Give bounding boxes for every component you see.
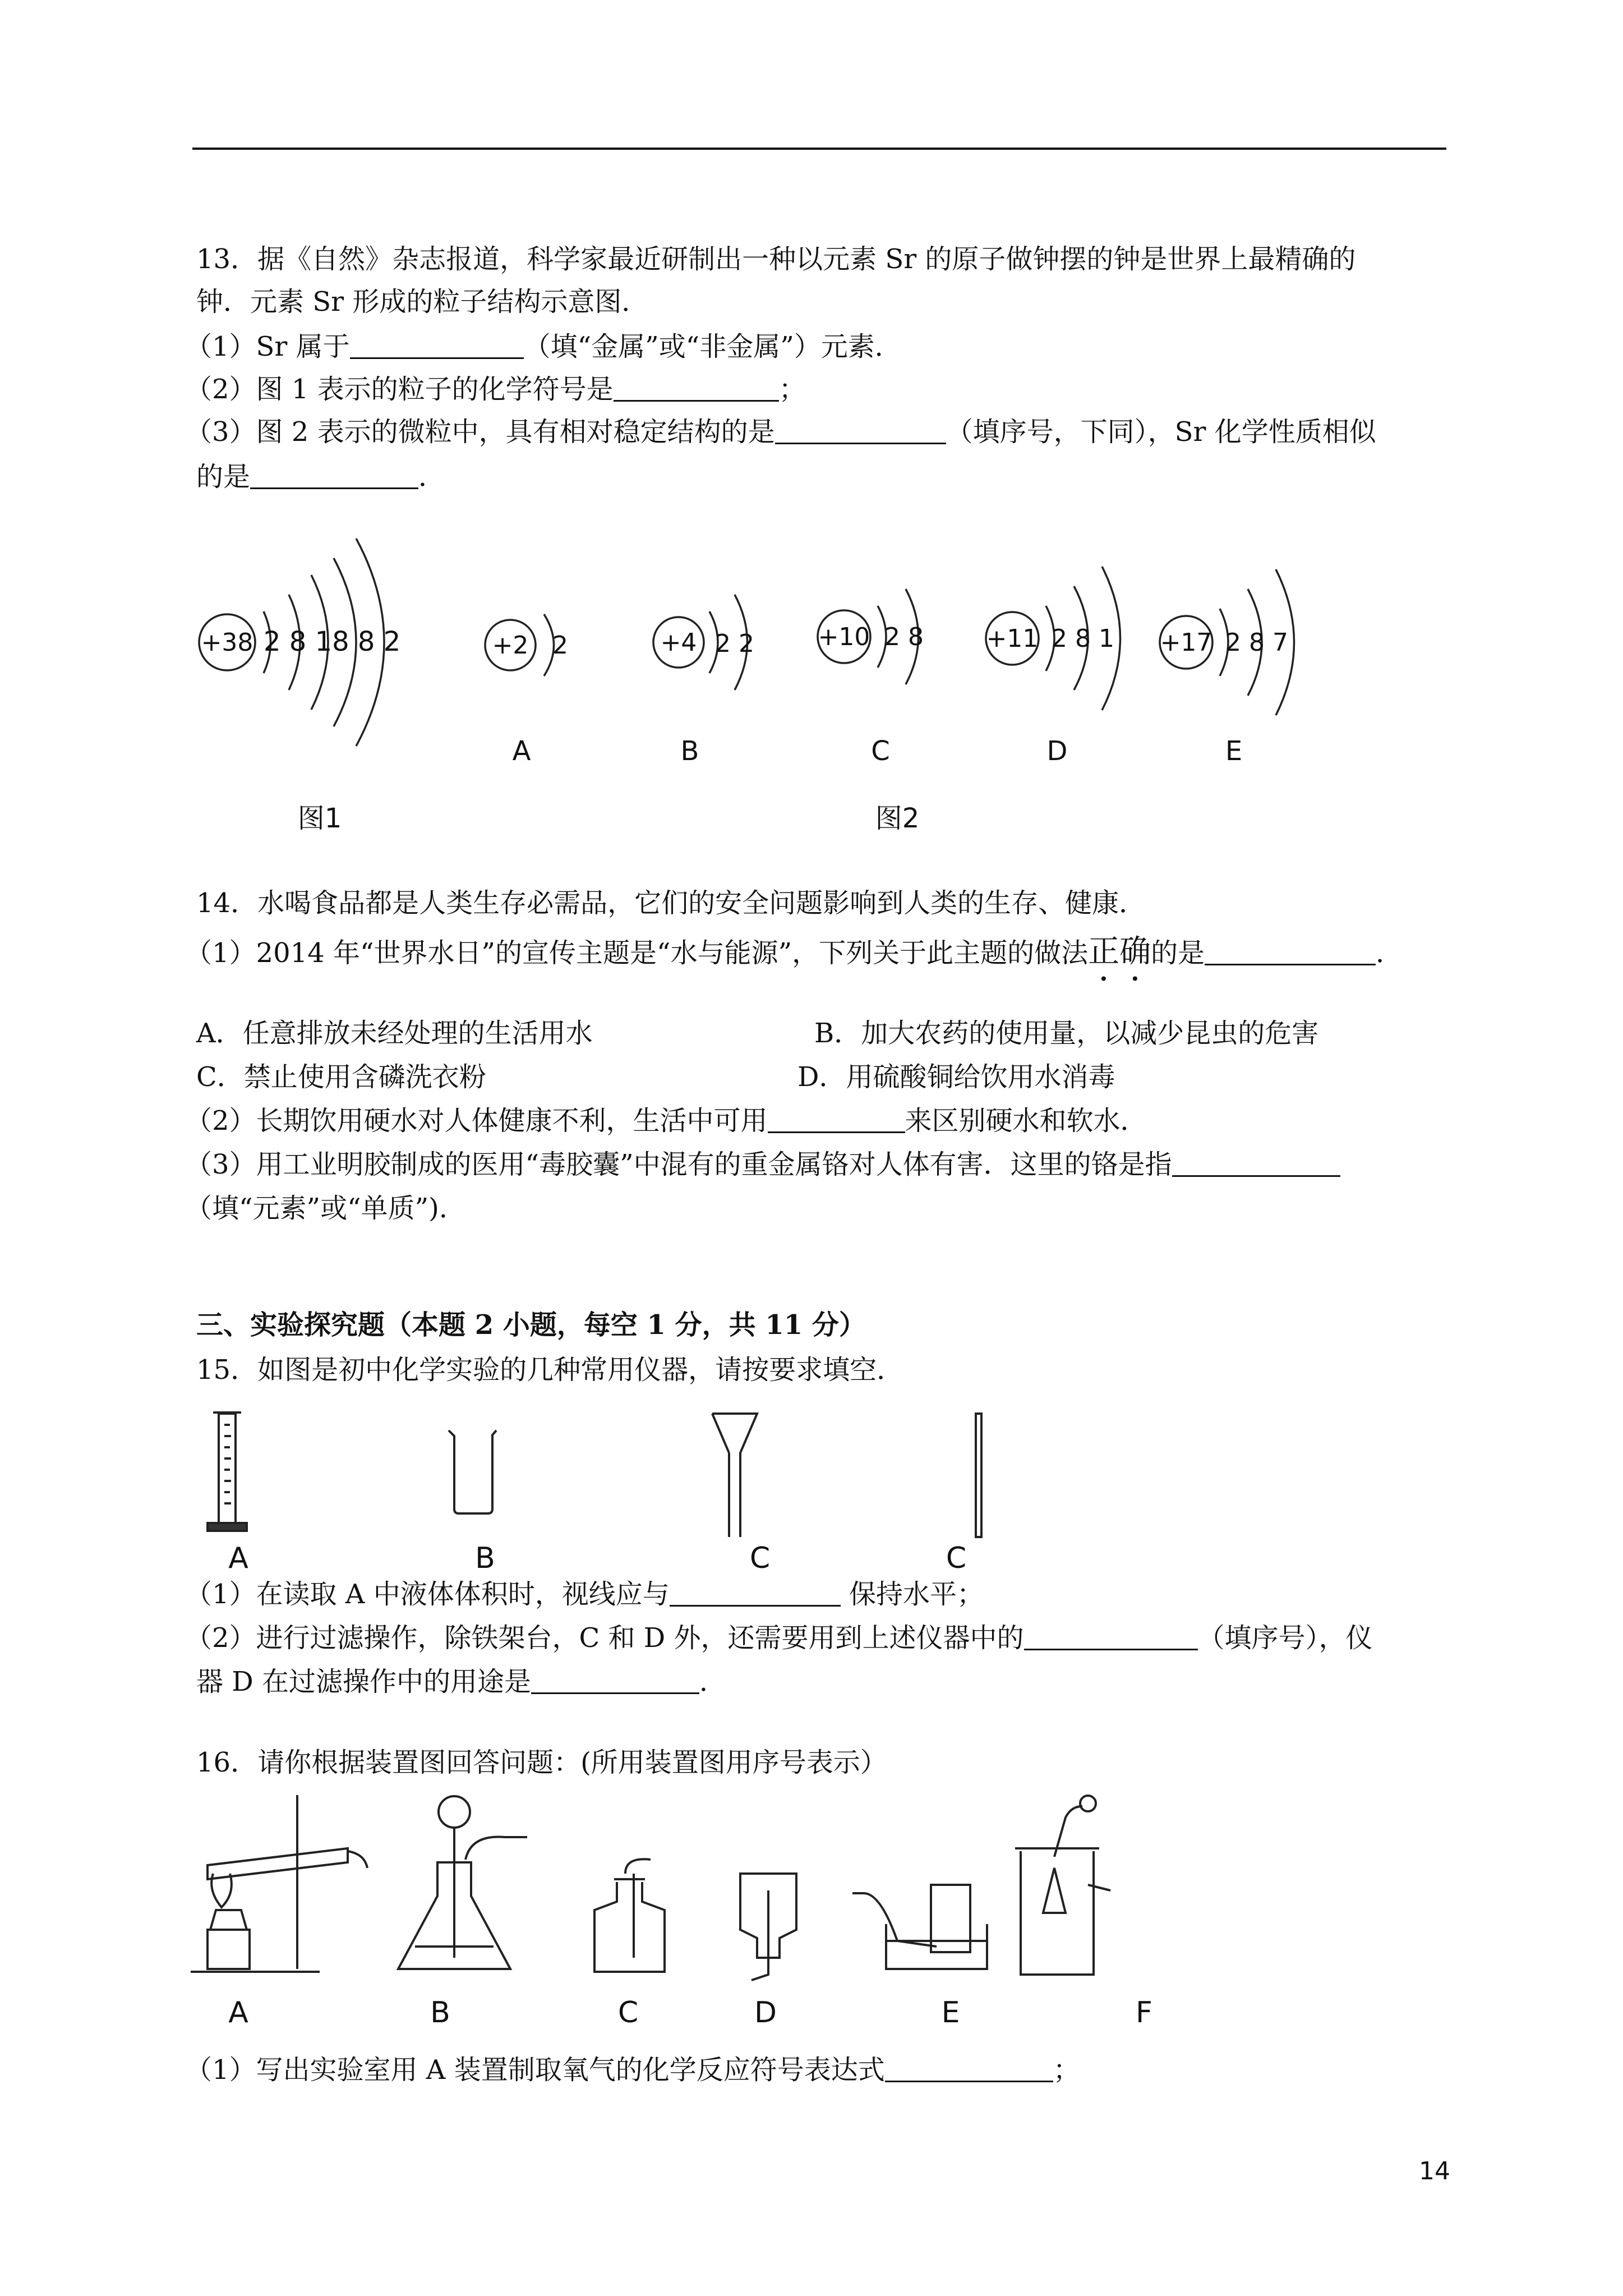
funnel-icon	[712, 1414, 757, 1537]
atom-c-nucleus: +10	[818, 623, 870, 651]
q15-part2-blank1[interactable]	[1024, 1624, 1198, 1650]
q14-part3-text: （3）用工业明胶制成的医用“毒胶囊”中混有的重金属铬对人体有害．这里的铬是指	[185, 1149, 1172, 1180]
q16-apparatus	[191, 1789, 1200, 2042]
q13-part1-text: （1）Sr 属于	[185, 331, 350, 362]
q16-label-e: E	[941, 1996, 960, 2030]
atom-d-shells: 2 8 1	[1052, 624, 1114, 653]
q14-part1-blank[interactable]	[1205, 939, 1376, 965]
atom-a-label: A	[512, 735, 531, 767]
q14-part2-blank[interactable]	[768, 1107, 905, 1133]
atom-a-shells: 2	[552, 631, 568, 660]
figure1-caption: 图1	[297, 803, 342, 834]
q15-part1	[185, 1577, 984, 1611]
apparatus-d-icon	[740, 1874, 796, 1980]
q15-part1-text: （1）在读取 A 中液体体积时，视线应与	[185, 1579, 670, 1610]
atom-sr-shells: 2 8 18 8 2	[264, 626, 401, 657]
section3-heading: 三、实验探究题（本题 2 小题，每空 1 分，共 11 分）	[196, 1309, 866, 1341]
q14-part1-text-end: ．	[1376, 937, 1403, 969]
q13-part3-text: （3）图 2 表示的微粒中，具有相对稳定结构的是	[185, 416, 775, 448]
q15-part2-cont	[196, 1665, 726, 1699]
q14-part1-emphasis: 正确	[1088, 933, 1151, 970]
q15-label-d: C	[946, 1542, 967, 1571]
atom-d-nucleus: +11	[986, 624, 1039, 653]
q14-option-b: B．加大农药的使用量，以减少昆虫的危害	[814, 1018, 1319, 1049]
apparatus-e-icon	[852, 1885, 987, 1969]
atom-b-shells: 2 2	[715, 629, 754, 658]
q15-label-b: B	[475, 1542, 495, 1571]
atom-d-label: D	[1046, 735, 1068, 767]
atom-e-shells: 2 8 7	[1225, 628, 1288, 657]
q15-part2-blank2[interactable]	[531, 1668, 699, 1694]
q13-part3-cont	[196, 460, 445, 494]
q13-part2-blank[interactable]	[614, 375, 779, 402]
q14-part2-text: （2）长期饮用硬水对人体健康不利，生活中可用	[185, 1105, 768, 1137]
q13-part3-blank1[interactable]	[775, 418, 946, 444]
q15-intro: 15．如图是初中化学实验的几种常用仪器，请按要求填空．	[196, 1354, 904, 1386]
q16-part1-text: （1）写出实验室用 A 装置制取氧气的化学反应符号表达式	[185, 2054, 885, 2086]
q15-apparatus	[191, 1402, 1032, 1571]
q13-part1	[185, 330, 902, 364]
q13-part2-text-end: ；	[778, 374, 806, 405]
header-rule	[192, 148, 1446, 150]
glass-rod-icon	[976, 1414, 981, 1537]
q14-part2-text-end: 来区别硬水和软水．	[905, 1105, 1147, 1137]
q15-part2-text-mid: （填序号），仪	[1197, 1622, 1373, 1654]
q13-intro-line2: 钟．元素 Sr 形成的粒子结构示意图．	[196, 286, 649, 318]
q13-part3-blank2[interactable]	[250, 463, 418, 489]
beaker-icon	[449, 1430, 496, 1513]
q14-part1-text: （1）2014 年“世界水日”的宣传主题是“水与能源”，下列关于此主题的做法	[185, 937, 1089, 969]
q16-label-b: B	[430, 1996, 450, 2030]
q13-part1-blank[interactable]	[350, 333, 524, 359]
q14-option-c: C．禁止使用含磷洗衣粉	[196, 1061, 486, 1093]
q14-part3	[185, 1148, 1340, 1181]
q15-part1-text-end: 保持水平；	[849, 1579, 984, 1610]
q13-intro-line1: 13．据《自然》杂志报道，科学家最近研制出一种以元素 Sr 的原子做钟摆的钟是世界上最精确的	[196, 243, 1356, 275]
q14-option-d: D．用硫酸铜给饮用水消毒	[797, 1061, 1115, 1093]
q15-label-c: C	[749, 1542, 771, 1571]
graduated-cylinder-icon	[219, 1414, 236, 1523]
q14-part3-cont: （填“元素”或“单质”)．	[185, 1193, 466, 1224]
atom-b-label: B	[680, 735, 699, 767]
q16-part1-text-end: ；	[1053, 2054, 1080, 2086]
q16-intro: 16．请你根据装置图回答问题：(所用装置图用序号表示）	[196, 1747, 887, 1778]
q14-part1	[185, 933, 1403, 988]
q14-part3-blank[interactable]	[1172, 1151, 1340, 1177]
q14-option-a: A．任意排放未经处理的生活用水	[196, 1018, 593, 1049]
q13-part3	[185, 415, 1376, 449]
apparatus-a-icon	[191, 1795, 367, 1972]
atom-e-nucleus: +17	[1160, 628, 1212, 657]
figure2-caption: 图2	[875, 803, 920, 834]
q14-intro: 14．水喝食品都是人类生存必需品，它们的安全问题影响到人类的生存、健康．	[196, 887, 1146, 919]
q13-part2-text: （2）图 1 表示的粒子的化学符号是	[185, 374, 614, 405]
q15-part2-text: （2）进行过滤操作，除铁架台，C 和 D 外，还需要用到上述仪器中的	[185, 1622, 1024, 1654]
q15-part2-text-cont: 器 D 在过滤操作中的用途是	[196, 1666, 532, 1697]
q15-part1-blank[interactable]	[670, 1580, 841, 1607]
q16-label-d: D	[754, 1996, 777, 2030]
atom-c-label: C	[871, 735, 890, 767]
apparatus-f-icon	[1015, 1796, 1110, 1975]
q16-label-a: A	[228, 1996, 248, 2030]
q13-part3-text-mid: （填序号，下同），Sr 化学性质相似	[946, 416, 1376, 448]
apparatus-c-icon	[594, 1859, 665, 1972]
atom-b-nucleus: +4	[660, 628, 697, 657]
q14-part1-text-mid: 的是	[1151, 937, 1205, 969]
atom-e-label: E	[1225, 735, 1243, 767]
atom-diagrams	[191, 505, 1368, 853]
apparatus-b-icon	[398, 1796, 527, 1969]
page-number: 14	[1419, 2157, 1450, 2185]
q13-part3-text-end: ．	[418, 461, 446, 493]
q13-part2	[185, 372, 806, 406]
q14-part2	[185, 1104, 1147, 1138]
q15-part2	[185, 1621, 1373, 1655]
atom-a-nucleus: +2	[492, 631, 529, 660]
q16-label-f: F	[1136, 1996, 1152, 2030]
q13-part1-text-end: （填“金属”或“非金属”）元素．	[523, 331, 902, 362]
q15-part2-text-end: ．	[699, 1666, 727, 1697]
atom-sr-nucleus: +38	[201, 628, 253, 657]
q16-label-c: C	[617, 1996, 639, 2030]
q16-part1-blank[interactable]	[885, 2056, 1053, 2082]
q15-label-a: A	[228, 1542, 248, 1571]
q16-part1	[185, 2053, 1080, 2087]
atom-c-shells: 2 8	[884, 623, 924, 651]
q13-part3-text-cont: 的是	[196, 461, 251, 493]
